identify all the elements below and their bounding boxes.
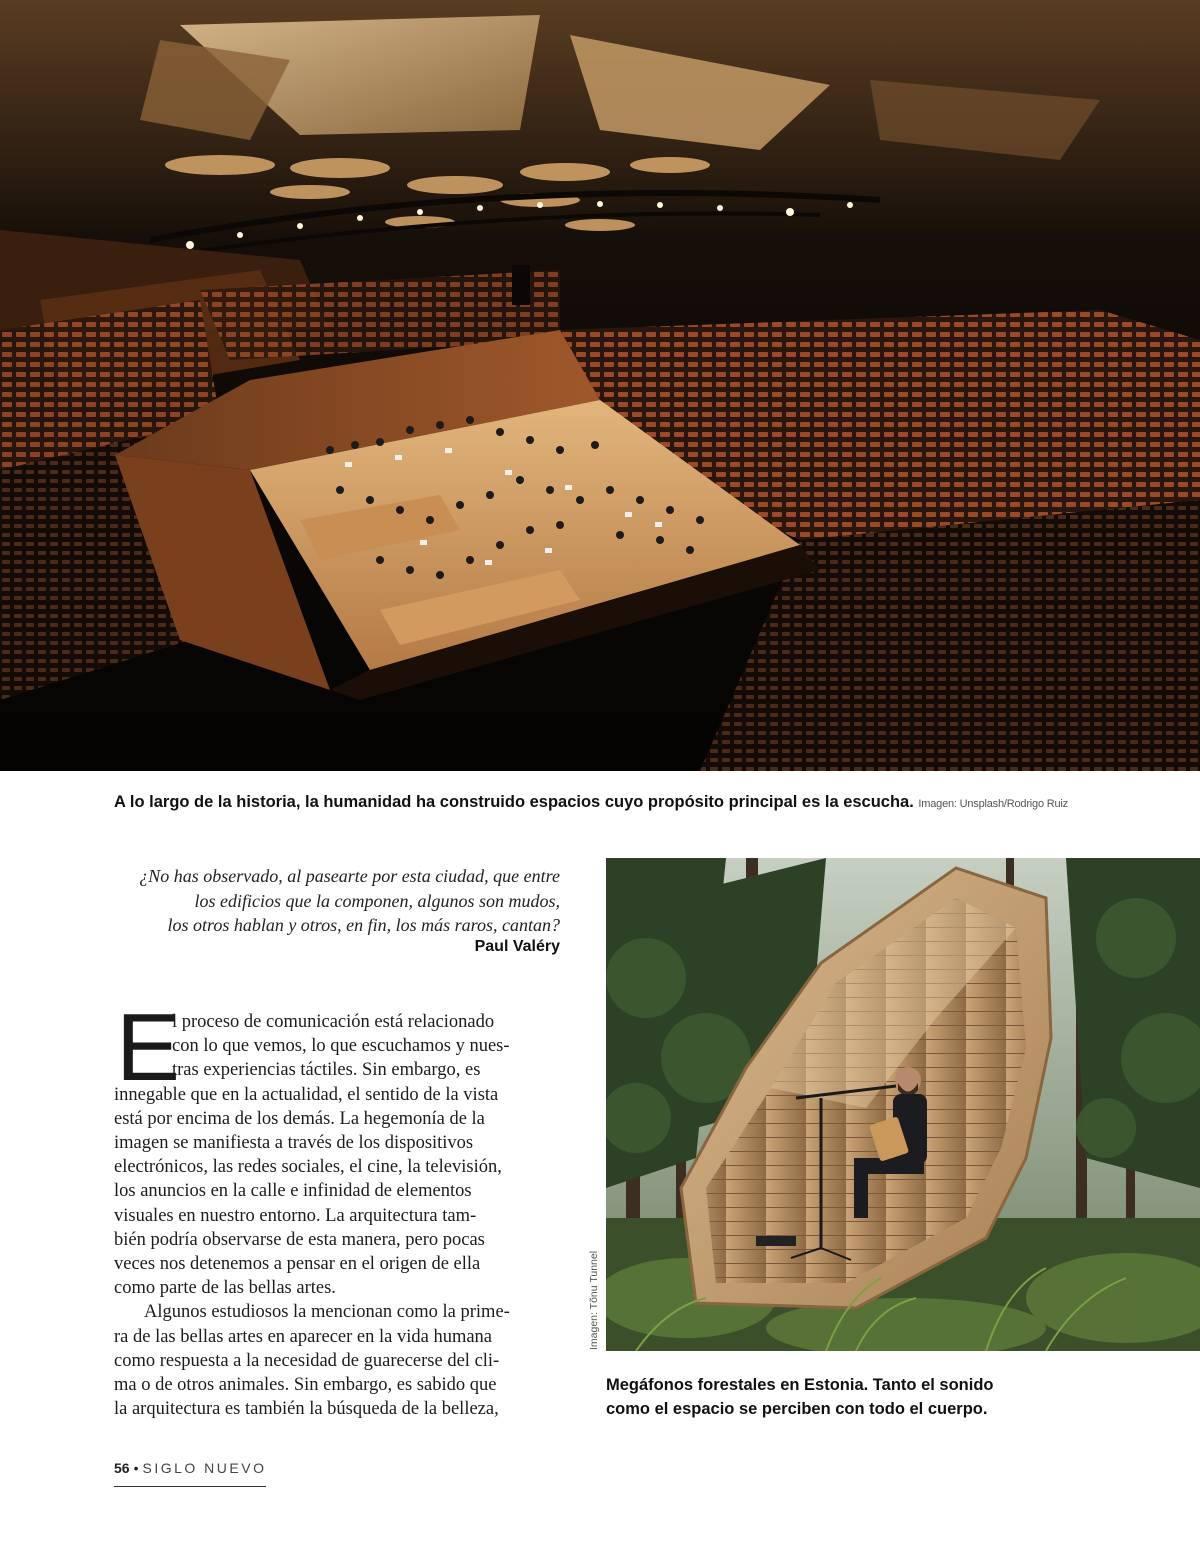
text-line: la arquitectura es también la búsqueda de la belleza, [114,1399,499,1420]
hero-caption-text: A lo largo de la historia, la humanidad ha construido espacios cuyo propósito principal es la escucha. [114,793,914,811]
epigraph-line: los otros hablan y otros, en fin, los más raros, cantan? [167,915,560,935]
text-line: ra de las bellas artes en aparecer en la vida humana [114,1326,493,1347]
side-image-caption [606,1373,1036,1421]
text-line: visuales en nuestro entorno. La arquitectura tam- [114,1205,477,1226]
epigraph-line: ¿No has observado, al pasearte por esta ciudad, que entre [139,866,560,886]
page-number: 56 [114,1460,130,1476]
caption-line: Megáfonos forestales en Estonia. Tanto el sonido [606,1376,994,1394]
page-folio [114,1460,266,1476]
epigraph-line: los edificios que la componen, algunos son mudos, [194,890,560,911]
article-body [114,1010,559,1421]
magazine-name: SIGLO NUEVO [142,1460,267,1476]
text-line: está por encima de los demás. La hegemonía de la [114,1108,485,1129]
epigraph-author: Paul Valéry [474,938,560,955]
drop-cap: E [116,994,181,1101]
text-line: tras experiencias táctiles. Sin embargo, es [172,1060,481,1081]
hero-credit: Imagen: Unsplash/Rodrigo Ruiz [918,798,1068,810]
side-image-credit: Imagen: Tõnu Tunnel [588,1250,600,1350]
paragraph-2 [114,1300,559,1421]
text-line: imagen se manifiesta a través de los dispositivos [114,1133,474,1154]
text-line: bién podría observarse de esta manera, pero pocas [114,1229,485,1250]
text-line: con lo que vemos, lo que escuchamos y nues- [172,1036,510,1057]
forest-megaphone-illustration [606,858,1200,1351]
text-line: como respuesta a la necesidad de guarecerse del cli- [114,1350,500,1371]
text-line: veces nos detenemos a pensar en el origen de ella [114,1254,481,1275]
text-line: ma o de otros animales. Sin embargo, es sabido que [114,1375,497,1396]
text-line: l proceso de comunicación está relacionado [172,1012,495,1032]
text-line: innegable que en la actualidad, el sentido de la vista [114,1084,499,1105]
text-line: los anuncios en la calle e infinidad de elementos [114,1181,472,1202]
folio-rule [114,1486,266,1487]
epigraph-quote [110,864,560,938]
paragraph-1 [114,1010,559,1300]
text-line: Algunos estudiosos la mencionan como la prime- [144,1302,510,1323]
text-line: electrónicos, las redes sociales, el cine, la televisión, [114,1157,502,1178]
text-line: como parte de las bellas artes. [114,1278,336,1299]
forest-megaphone-photo [606,858,1200,1351]
folio-separator: • [133,1460,139,1476]
caption-line: como el espacio se perciben con todo el cuerpo. [606,1400,988,1418]
hero-caption [114,793,1114,812]
